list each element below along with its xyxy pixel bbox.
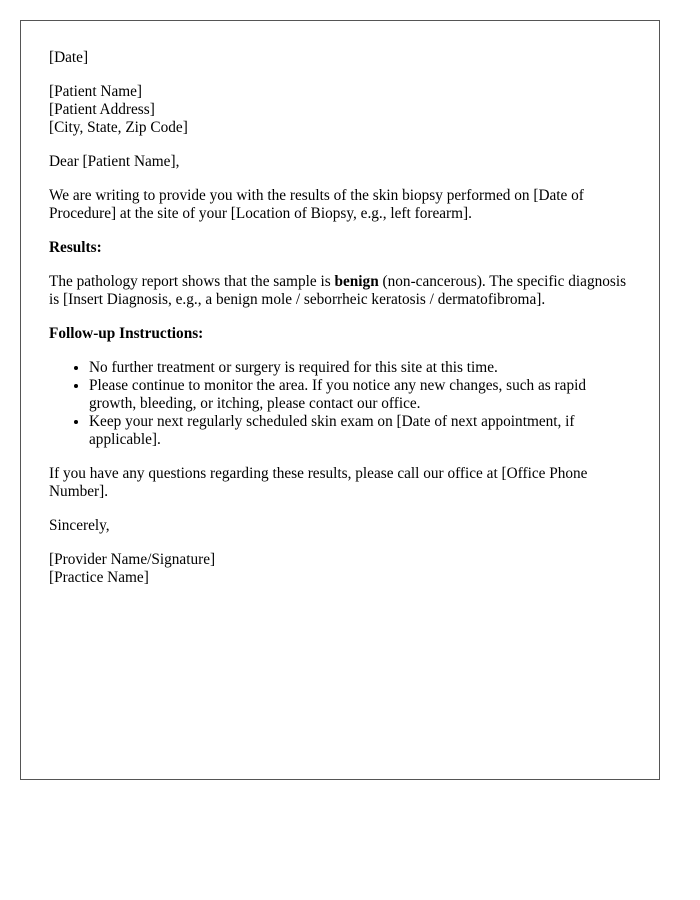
- patient-name: [Patient Name]: [49, 83, 143, 100]
- followup-item: • Please continue to monitor the area. If you notice any new changes, such as rapid growth, bleeding, or itching, please contact our office.: [89, 377, 631, 413]
- letter-page: [20, 20, 660, 780]
- letter-date: [Date]: [49, 49, 89, 66]
- results-text-after: (non-cancerous). The specific diagnosis is [Insert Diagnosis, e.g., a benign mole / seborrheic keratosis / dermatofibroma].: [49, 273, 627, 308]
- signature-block: [49, 551, 631, 587]
- results-emphasis: benign: [334, 273, 379, 290]
- patient-address: [Patient Address]: [49, 101, 155, 118]
- patient-city-state-zip: [City, State, Zip Code]: [49, 119, 188, 136]
- followup-list: [49, 359, 631, 449]
- results-paragraph: [49, 273, 631, 309]
- results-text-before: The pathology report shows that the sample is: [49, 273, 335, 290]
- followup-item: • Keep your next regularly scheduled skin exam on [Date of next appointment, if applicable].: [89, 413, 631, 449]
- intro-paragraph: We are writing to provide you with the results of the skin biopsy performed on [Date of Procedure] at the site of your [Location of Biopsy, e.g., left forearm].: [49, 187, 584, 222]
- recipient-address-block: [49, 83, 631, 137]
- closing: Sincerely,: [49, 517, 110, 534]
- followup-heading: Follow-up Instructions:: [49, 325, 204, 342]
- questions-paragraph: If you have any questions regarding these results, please call our office at [Office Phone Number].: [49, 465, 588, 500]
- results-heading: Results:: [49, 239, 102, 256]
- followup-item: • No further treatment or surgery is required for this site at this time.: [89, 359, 631, 377]
- provider-signature: [Provider Name/Signature]: [49, 551, 216, 568]
- salutation: Dear [Patient Name],: [49, 153, 180, 170]
- practice-name: [Practice Name]: [49, 569, 149, 586]
